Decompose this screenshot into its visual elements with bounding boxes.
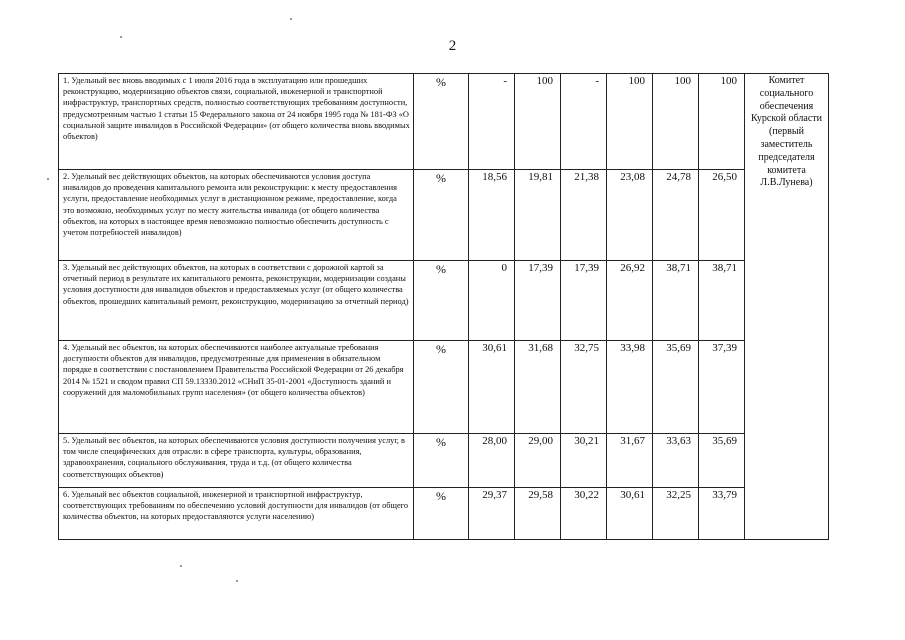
responsible-line: Курской области	[751, 113, 822, 125]
indicator-value: 37,39	[699, 341, 745, 434]
indicator-value: 33,79	[699, 488, 745, 540]
indicator-value: 38,71	[653, 261, 699, 341]
responsible-executor	[745, 74, 829, 540]
indicator-value: 30,21	[561, 434, 607, 488]
indicator-value: 28,00	[469, 434, 515, 488]
indicator-value: 32,75	[561, 341, 607, 434]
responsible-line: комитета	[767, 164, 806, 176]
indicator-value: -	[469, 74, 515, 170]
indicator-value: 33,98	[607, 341, 653, 434]
indicator-value: 29,37	[469, 488, 515, 540]
scan-speck	[180, 565, 182, 567]
responsible-line: председателя	[758, 151, 815, 163]
scan-speck	[120, 36, 122, 38]
indicators-table	[58, 73, 829, 540]
scan-speck	[47, 178, 49, 180]
indicator-value: 32,25	[653, 488, 699, 540]
table-row	[59, 74, 829, 170]
scan-speck	[236, 580, 238, 582]
indicator-value: 0	[469, 261, 515, 341]
indicator-unit: %	[414, 341, 469, 434]
indicator-value: 100	[607, 74, 653, 170]
indicator-value: 100	[515, 74, 561, 170]
responsible-line: обеспечения	[759, 100, 814, 112]
indicator-value: 29,58	[515, 488, 561, 540]
indicator-value: 35,69	[653, 341, 699, 434]
responsible-line: заместитель	[760, 138, 813, 150]
indicator-description: 4. Удельный вес объектов, на которых обеспечиваются наиболее актуальные требования доступности объектов для инвалидов, предусмотренные для применения в обязательном порядке в соответствии с постановлением Правительства Российской Федерации от 26 декабря 2014 № 1521 и сводом правил СП 59.13330.2012 «СНиП 35-01-2001 «Доступность зданий и сооружений для маломобильных групп населения» (от общего количества объектов)	[59, 341, 414, 434]
indicator-unit: %	[414, 74, 469, 170]
indicator-value: 30,61	[607, 488, 653, 540]
responsible-line: Л.В.Лунева)	[760, 177, 813, 189]
indicator-value: 19,81	[515, 170, 561, 261]
responsible-line: социального	[759, 87, 814, 99]
indicator-unit: %	[414, 434, 469, 488]
indicator-value: 23,08	[607, 170, 653, 261]
indicator-description: 1. Удельный вес вновь вводимых с 1 июля 2016 года в эксплуатацию или прошедших реконструкцию, модернизацию объектов связи, социальной, инженерной и транспортной инфраструктур, транспортных средств, полностью соответствующих требованиям доступности, предусмотренным частью 1 статьи 15 Федерального закона от 24 ноября 1995 года № 181-ФЗ «О социальной защите инвалидов в Российской Федерации» (от общего количества вновь вводимых объектов)	[59, 74, 414, 170]
indicator-description: 6. Удельный вес объектов социальной, инженерной и транспортной инфраструктур, соответствующих требованиям по обеспечению условий доступности для инвалидов (от общего количества объектов, на которых предоставляются услуги населению)	[59, 488, 414, 540]
indicator-value: 29,00	[515, 434, 561, 488]
page-number: 2	[448, 38, 457, 54]
indicator-value: 21,38	[561, 170, 607, 261]
indicator-value: 17,39	[515, 261, 561, 341]
indicator-unit: %	[414, 261, 469, 341]
responsible-line: (первый	[769, 126, 804, 138]
indicator-value: -	[561, 74, 607, 170]
indicator-description: 2. Удельный вес действующих объектов, на которых обеспечиваются условия доступа инвалидов до проведения капитального ремонта или реконструкции: к месту предоставления услуги, предоставление необходимых услуг в дистанционном режиме, предоставление, когда это возможно, необходимых услуг по месту жительства инвалида (от общего количества объектов, на которых в настоящее время невозможно полностью обеспечить доступность с учетом потребностей инвалидов)	[59, 170, 414, 261]
indicator-unit: %	[414, 170, 469, 261]
indicator-value: 30,61	[469, 341, 515, 434]
indicator-value: 35,69	[699, 434, 745, 488]
indicator-value: 38,71	[699, 261, 745, 341]
indicator-value: 26,92	[607, 261, 653, 341]
table-row	[59, 341, 829, 434]
table-row	[59, 170, 829, 261]
indicator-value: 24,78	[653, 170, 699, 261]
indicator-value: 17,39	[561, 261, 607, 341]
indicator-value: 33,63	[653, 434, 699, 488]
indicator-description: 3. Удельный вес действующих объектов, на которых в соответствии с дорожной картой за отчетный период в результате их капитального ремонта, реконструкции, модернизации созданы условия доступности для инвалидов объектов и предоставляемых услуг (от общего количества объектов, прошедших капитальный ремонт, реконструкцию, модернизацию за отчетный период)	[59, 261, 414, 341]
indicator-value: 31,68	[515, 341, 561, 434]
indicator-value: 100	[653, 74, 699, 170]
indicator-value: 18,56	[469, 170, 515, 261]
responsible-line: Комитет	[768, 75, 805, 86]
table-row	[59, 261, 829, 341]
indicator-value: 31,67	[607, 434, 653, 488]
table-row	[59, 434, 829, 488]
indicator-unit: %	[414, 488, 469, 540]
indicator-description: 5. Удельный вес объектов, на которых обеспечиваются условия доступности получения услуг, в том числе специфических для отрасли: в сфере транспорта, культуры, образования, здравоохранения, социального обслуживания, труда и т.д. (от общего количества соответствующих объектов)	[59, 434, 414, 488]
scan-speck	[290, 18, 292, 20]
indicator-value: 26,50	[699, 170, 745, 261]
indicator-value: 30,22	[561, 488, 607, 540]
table-row	[59, 488, 829, 540]
indicator-value: 100	[699, 74, 745, 170]
